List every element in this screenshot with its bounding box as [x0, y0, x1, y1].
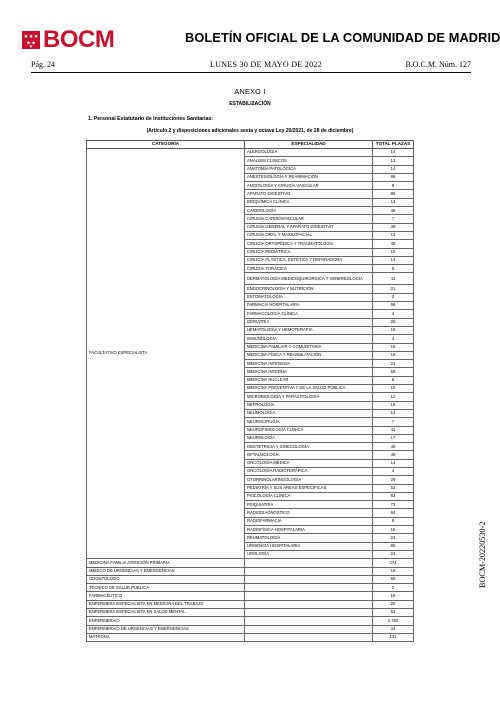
- total-cell: 14: [373, 459, 414, 467]
- specialty-cell: MEDICINA INTENSIVA: [245, 360, 373, 368]
- total-cell: 50: [373, 575, 414, 583]
- category-cell: ENFERMERA/O: [87, 617, 245, 625]
- total-cell: 80: [373, 542, 414, 550]
- specialty-cell: BIOQUÍMICA CLÍNICA: [245, 198, 373, 206]
- issue-date: LUNES 30 DE MAYO DE 2022: [209, 60, 323, 69]
- category-cell: ENFERMERA/O DE URGENCIAS Y EMERGENCIAS: [87, 625, 245, 633]
- table-row: [87, 625, 414, 633]
- specialty-cell-empty: [245, 559, 373, 567]
- specialty-cell: PSIQUIATRÍA: [245, 501, 373, 509]
- specialty-cell-empty: [245, 567, 373, 575]
- specialty-cell: MEDICINA INTERNA: [245, 368, 373, 376]
- total-cell: 21: [373, 285, 414, 293]
- specialty-cell: ANESTESIOLOGÍA Y REANIMACIÓN: [245, 173, 373, 181]
- table-row: [87, 592, 414, 600]
- specialty-cell-empty: [245, 617, 373, 625]
- table-row: [87, 149, 414, 157]
- specialty-cell: GERIATRÍA: [245, 318, 373, 326]
- total-cell: 73: [373, 501, 414, 509]
- logo-text: BOCM: [43, 26, 115, 53]
- specialty-cell: ALERGOLOGÍA: [245, 149, 373, 157]
- total-cell: 18: [373, 351, 414, 359]
- total-cell: 24: [373, 534, 414, 542]
- total-cell: 7: [373, 418, 414, 426]
- specialty-cell: CIRUGÍA ORAL Y MAXILOFACIAL: [245, 231, 373, 239]
- specialty-cell: ANÁLISIS CLÍNICOS: [245, 157, 373, 165]
- total-cell: 19: [373, 326, 414, 334]
- specialty-cell: CIRUGÍA CARDIOVASCULAR: [245, 215, 373, 223]
- madrid-stars-logo-icon: [22, 31, 40, 49]
- total-cell: 93: [373, 492, 414, 500]
- specialty-cell: CIRUGÍA GENERAL Y APARATO DIGESTIVO: [245, 223, 373, 231]
- total-cell: 11: [373, 426, 414, 434]
- total-cell: 4: [373, 335, 414, 343]
- total-cell: 8: [373, 376, 414, 384]
- total-cell: 2: [373, 293, 414, 301]
- specialty-cell-empty: [245, 609, 373, 617]
- category-cell: MÉDICO DE URGENCIAS Y EMERGENCIAS: [87, 567, 245, 575]
- specialty-cell: PEDIATRÍA Y SUS ÁREAS ESPECÍFICAS: [245, 484, 373, 492]
- total-cell: 14: [373, 409, 414, 417]
- table-row: [87, 584, 414, 592]
- specialty-cell: OBSTETRICIA Y GINECOLOGÍA: [245, 443, 373, 451]
- specialty-cell: MEDICINA PREVENTIVA Y DE LA SALUD PÚBLICA: [245, 385, 373, 393]
- specialty-cell: DERMATOLOGÍA MEDICOQUIRÚRGICA Y VENEREOLOGÍA: [245, 273, 373, 285]
- total-cell: 15: [373, 526, 414, 534]
- specialty-cell-empty: [245, 625, 373, 633]
- specialty-cell: NEFROLOGÍA: [245, 401, 373, 409]
- total-cell: 45: [373, 207, 414, 215]
- table-body: [87, 149, 414, 642]
- bulletin-title: BOLETÍN OFICIAL DE LA COMUNIDAD DE MADRID: [185, 30, 500, 45]
- specialty-cell-empty: [245, 600, 373, 608]
- specialty-cell: PSICOLOGÍA CLÍNICA: [245, 492, 373, 500]
- total-cell: 7: [373, 215, 414, 223]
- total-cell: 21: [373, 360, 414, 368]
- total-cell: 16: [373, 592, 414, 600]
- total-cell: 2: [373, 584, 414, 592]
- table-row: [87, 575, 414, 583]
- total-cell: 12: [373, 393, 414, 401]
- total-cell: 58: [373, 368, 414, 376]
- total-cell: 4: [373, 310, 414, 318]
- specialty-cell: FARMACOLOGÍA CLÍNICA: [245, 310, 373, 318]
- specialty-cell: UROLOGÍA: [245, 550, 373, 558]
- specialty-cell: FARMACIA HOSPITALARIA: [245, 302, 373, 310]
- total-cell: 11: [373, 273, 414, 285]
- column-header-total: TOTAL PLAZAS: [373, 141, 414, 149]
- specialty-cell: URGENCIA HOSPITALARIA: [245, 542, 373, 550]
- total-cell: 2.782: [373, 617, 414, 625]
- specialty-cell-empty: [245, 575, 373, 583]
- issue-meta-line: [31, 60, 471, 73]
- total-cell: 5: [373, 517, 414, 525]
- specialty-cell: CIRUGÍA PLÁSTICA, ESTÉTICA Y REPARADORA: [245, 256, 373, 264]
- specialty-cell: NEUROCIRUGÍA: [245, 418, 373, 426]
- total-cell: 53: [373, 609, 414, 617]
- page-number: Pág. 24: [31, 60, 55, 69]
- total-cell: 52: [373, 484, 414, 492]
- specialty-cell: INMUNOLOGÍA: [245, 335, 373, 343]
- total-cell: 17: [373, 434, 414, 442]
- total-cell: 84: [373, 509, 414, 517]
- specialty-cell: ENDOCRINOLOGÍA Y NUTRICIÓN: [245, 285, 373, 293]
- total-cell: 66: [373, 302, 414, 310]
- total-cell: 48: [373, 443, 414, 451]
- specialty-cell: MICROBIOLOGÍA Y PARASITOLOGÍA: [245, 393, 373, 401]
- category-cell: TÉCNICO DE SALUD PÚBLICA: [87, 584, 245, 592]
- specialty-cell: CIRUGÍA TORÁCICA: [245, 265, 373, 273]
- annex-title: ANEXO I: [234, 87, 266, 96]
- table-row: [87, 609, 414, 617]
- total-cell: 26: [373, 318, 414, 326]
- total-cell: 39: [373, 223, 414, 231]
- total-cell: 13: [373, 198, 414, 206]
- total-cell: 14: [373, 165, 414, 173]
- total-cell: 45: [373, 451, 414, 459]
- specialty-cell: ESTOMATOLOGÍA: [245, 293, 373, 301]
- table-row: [87, 633, 414, 641]
- specialty-cell: MEDICINA FÍSICA Y REHABILITACIÓN: [245, 351, 373, 359]
- total-cell: 18: [373, 401, 414, 409]
- section-heading: 1. Personal Estatutario de Instituciones Sanitarias:: [88, 116, 214, 122]
- section-legal-note: (Artículo 2 y disposiciones adicionales sexta y octava Ley 20/2021, de 28 de diciembre): [146, 128, 354, 134]
- category-cell: MATRONA: [87, 633, 245, 641]
- total-cell: 86: [373, 173, 414, 181]
- specialty-cell: OFTALMOLOGÍA: [245, 451, 373, 459]
- total-cell: 13: [373, 157, 414, 165]
- specialty-cell: ONCOLOGÍA MÉDICA: [245, 459, 373, 467]
- specialty-cell: RADIODIAGNÓSTICO: [245, 509, 373, 517]
- table-row: [87, 559, 414, 567]
- specialty-cell-empty: [245, 584, 373, 592]
- column-header-specialty: ESPECIALIDAD: [245, 141, 373, 149]
- specialty-cell: MEDICINA NUCLEAR: [245, 376, 373, 384]
- specialty-cell: HEMATOLOGÍA Y HEMOTERAPIA: [245, 326, 373, 334]
- bocm-logo: [22, 27, 114, 53]
- total-cell: 131: [373, 633, 414, 641]
- category-cell: ENFERMERA ESPECIALISTA EN MEDICINA DEL TRABAJO: [87, 600, 245, 608]
- total-cell: 29: [373, 476, 414, 484]
- specialty-cell: OTORRINOLARINGOLOGÍA: [245, 476, 373, 484]
- positions-table: [86, 140, 414, 642]
- specialty-cell: ANGIOLOGÍA Y CIRUGÍA VASCULAR: [245, 182, 373, 190]
- specialty-cell: APARATO DIGESTIVO: [245, 190, 373, 198]
- category-cell: FARMACÉUTICO: [87, 592, 245, 600]
- table-row: [87, 617, 414, 625]
- total-cell: 10: [373, 248, 414, 256]
- total-cell: 24: [373, 550, 414, 558]
- total-cell: 89: [373, 190, 414, 198]
- specialty-cell: RADIOFÍSICA HOSPITALARIA: [245, 526, 373, 534]
- specialty-cell-empty: [245, 633, 373, 641]
- specialty-cell: RADIOFARMACIA: [245, 517, 373, 525]
- specialty-cell: CARDIOLOGÍA: [245, 207, 373, 215]
- category-cell: ENFERMERA ESPECIALISTA EN SALUD MENTAL: [87, 609, 245, 617]
- total-cell: 10: [373, 385, 414, 393]
- category-cell: MEDICINA FAMILIA ATENCIÓN PRIMARIA: [87, 559, 245, 567]
- column-header-category: CATEGORÍA: [87, 141, 245, 149]
- total-cell: 49: [373, 240, 414, 248]
- table-row: [87, 600, 414, 608]
- total-cell: 9: [373, 182, 414, 190]
- specialty-cell: MEDICINA FAMILIAR Y COMUNITARIA: [245, 343, 373, 351]
- specialty-cell: NEUROLOGÍA: [245, 434, 373, 442]
- total-cell: 15: [373, 343, 414, 351]
- specialty-cell: NEUROFISIOLOGÍA CLÍNICA: [245, 426, 373, 434]
- total-cell: 34: [373, 625, 414, 633]
- specialty-cell-empty: [245, 592, 373, 600]
- table-row: [87, 567, 414, 575]
- specialty-cell: CIRUGÍA PEDIÁTRICA: [245, 248, 373, 256]
- total-cell: 14: [373, 256, 414, 264]
- category-cell: FACULTATIVO ESPECIALISTA: [87, 149, 245, 559]
- total-cell: 4: [373, 467, 414, 475]
- category-cell: ODONTÓLOGO: [87, 575, 245, 583]
- table-header-row: [87, 141, 414, 149]
- page-header: [0, 0, 500, 60]
- specialty-cell: REUMATOLOGÍA: [245, 534, 373, 542]
- total-cell: 5: [373, 265, 414, 273]
- specialty-cell: NEUMOLOGÍA: [245, 409, 373, 417]
- total-cell: 14: [373, 149, 414, 157]
- specialty-cell: CIRUGÍA ORTOPÉDICA Y TRAUMATOLOGÍA: [245, 240, 373, 248]
- total-cell: 13: [373, 231, 414, 239]
- issue-number: B.O.C.M. Núm. 127: [405, 60, 471, 69]
- document-code: BOCM-20220530-2: [478, 521, 487, 588]
- total-cell: 18: [373, 567, 414, 575]
- specialty-cell: ANATOMÍA PATOLÓGICA: [245, 165, 373, 173]
- specialty-cell: ONCOLOGÍA RADIOTERÁPICA: [245, 467, 373, 475]
- total-cell: 274: [373, 559, 414, 567]
- total-cell: 20: [373, 600, 414, 608]
- annex-subtitle: ESTABILIZACIÓN: [229, 101, 271, 107]
